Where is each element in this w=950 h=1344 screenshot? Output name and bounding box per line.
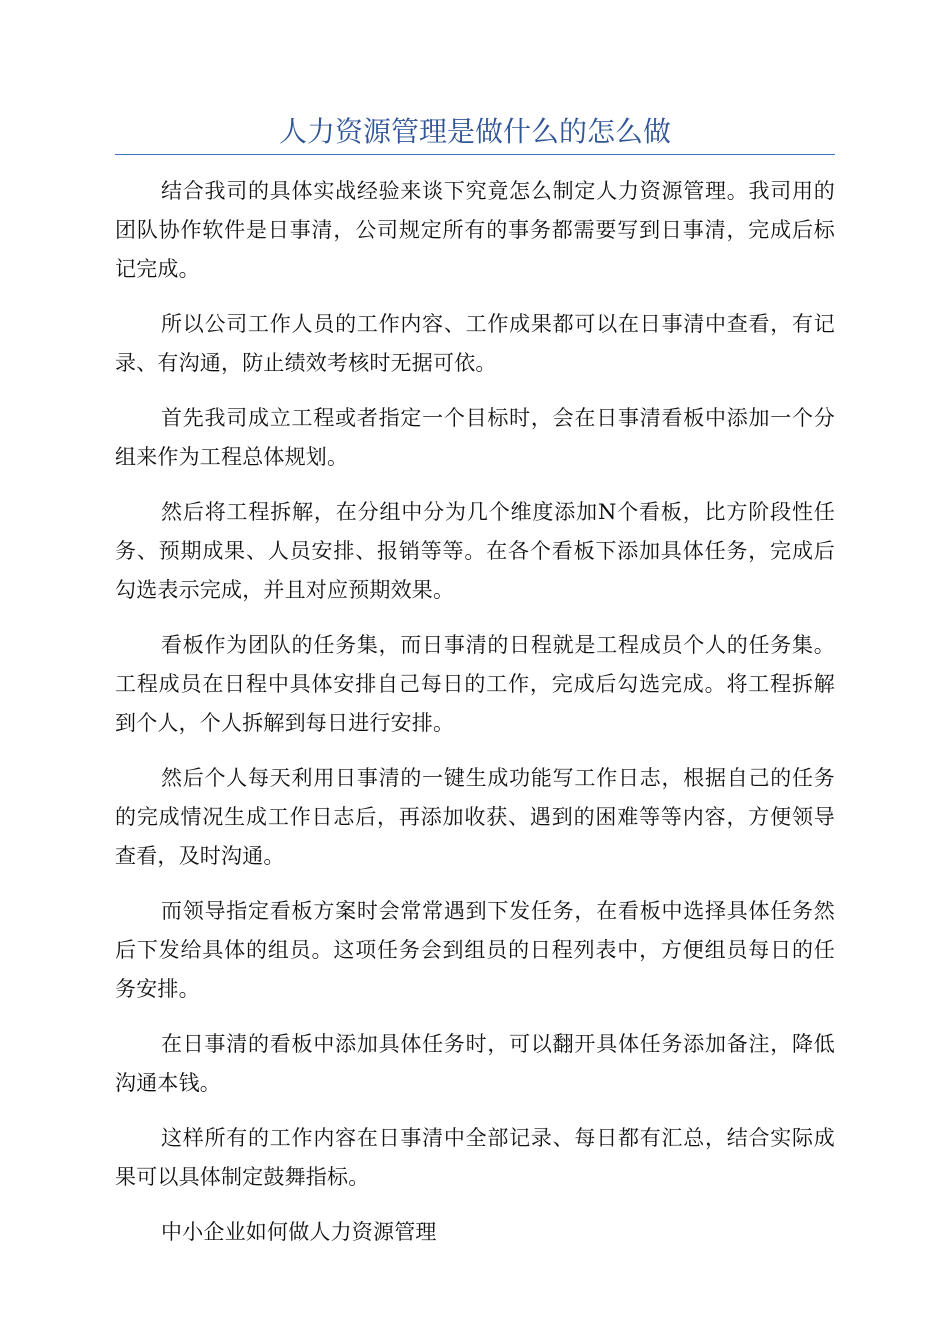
paragraph-8: 在日事清的看板中添加具体任务时，可以翻开具体任务添加备注，降低沟通本钱。 xyxy=(115,1032,835,1095)
paragraph-5: 看板作为团队的任务集，而日事清的日程就是工程成员个人的任务集。工程成员在日程中具体安排自己每日的工作，完成后勾选完成。将工程拆解到个人，个人拆解到每日进行安排。 xyxy=(115,633,835,735)
paragraph-1: 结合我司的具体实战经验来谈下究竟怎么制定人力资源管理。我司用的团队协作软件是日事清，公司规定所有的事务都需要写到日事清，完成后标记完成。 xyxy=(115,179,835,281)
document-body xyxy=(115,172,835,1268)
title-underline xyxy=(115,154,835,155)
paragraph-7: 而领导指定看板方案时会常常遇到下发任务，在看板中选择具体任务然后下发给具体的组员。这项任务会到组员的日程列表中，方便组员每日的任务安排。 xyxy=(115,899,835,1001)
paragraph-4: 然后将工程拆解，在分组中分为几个维度添加N个看板，比方阶段性任务、预期成果、人员安排、报销等等。在各个看板下添加具体任务，完成后勾选表示完成，并且对应预期效果。 xyxy=(115,500,835,602)
section-heading: 中小企业如何做人力资源管理 xyxy=(161,1220,437,1244)
paragraph-9: 这样所有的工作内容在日事清中全部记录、每日都有汇总，结合实际成果可以具体制定鼓舞指标。 xyxy=(115,1126,835,1189)
paragraph-3: 首先我司成立工程或者指定一个目标时，会在日事清看板中添加一个分组来作为工程总体规划。 xyxy=(115,406,835,469)
paragraph-2: 所以公司工作人员的工作内容、工作成果都可以在日事清中查看，有记录、有沟通，防止绩效考核时无据可依。 xyxy=(115,312,835,375)
document-title: 人力资源管理是做什么的怎么做 xyxy=(278,115,671,148)
paragraph-6: 然后个人每天利用日事清的一键生成功能写工作日志，根据自己的任务的完成情况生成工作日志后，再添加收获、遇到的困难等等内容，方便领导查看，及时沟通。 xyxy=(115,766,835,868)
